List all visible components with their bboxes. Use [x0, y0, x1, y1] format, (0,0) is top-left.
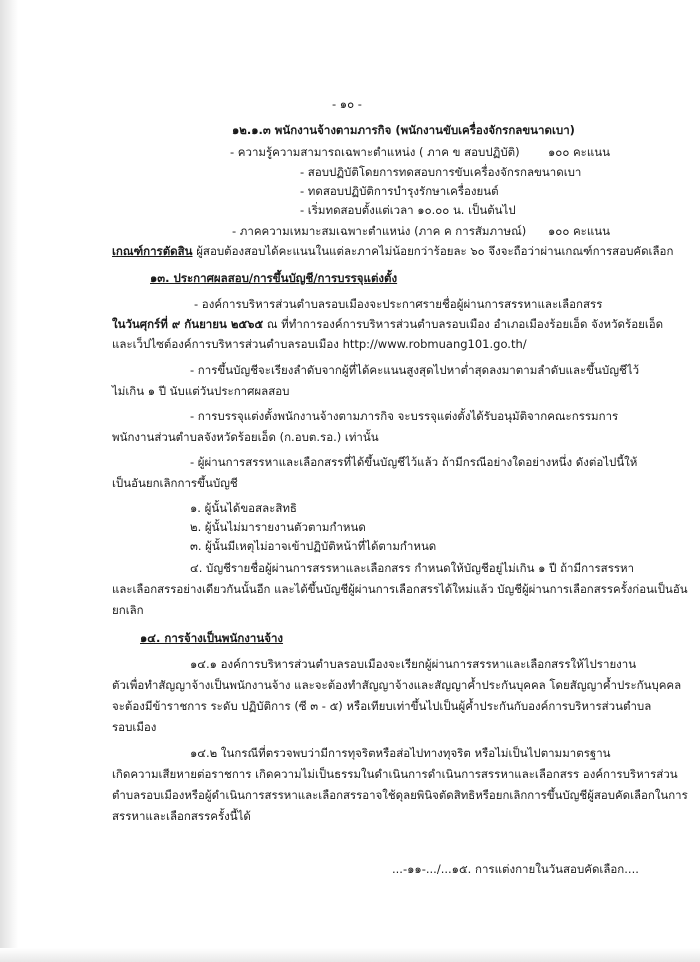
section-13-heading: ๑๓. ประกาศผลสอบ/การขึ้นบัญชี/การบรรจุแต่งตั้ง — [150, 271, 398, 285]
s13-p4-line2: เป็นอันยกเลิกการขึ้นบัญชี — [112, 476, 238, 490]
s13-p1-line1: - องค์การบริหารส่วนตำบลรอบเมืองจะประกาศรายชื่อผู้ผ่านการสรรหาและเลือกสรร — [194, 297, 603, 311]
part-b-score: ๑๐๐ คะแนน — [548, 145, 610, 159]
footer-continuation: ...-๑๑-.../...๑๕. การแต่งกายในวันสอบคัดเลือก.... — [392, 862, 639, 876]
part-b-item-3: - เริ่มทดสอบตั้งแต่เวลา ๑๐.๐๐ น. เป็นต้นไป — [300, 203, 516, 217]
announcement-place: ณ ที่ทำการองค์การบริหารส่วนตำบลรอบเมือง อำเภอเมืองร้อยเอ็ด จังหวัดร้อยเอ็ด — [263, 317, 664, 331]
s14-p1-line1: ๑๔.๑ องค์การบริหารส่วนตำบลรอบเมืองจะเรียกผู้ผ่านการสรรหาและเลือกสรรให้ไปรายงาน — [190, 657, 637, 671]
s13-p4-line1: - ผู้ผ่านการสรรหาและเลือกสรรที่ได้ขึ้นบัญชีไว้แล้ว ถ้ามีกรณีอย่างใดอย่างหนึ่ง ดังต่อไปนี้ให้ — [190, 455, 638, 469]
s13-p1-line2 — [112, 318, 663, 332]
s14-p2-line3: ตำบลรอบเมืองหรือผู้ดำเนินการสรรหาและเลือกสรรอาจใช้ดุลยพินิจตัดสิทธิหรือยกเลิกการขึ้นบัญชีผู้สอบคัดเลือกในการ — [112, 788, 688, 802]
part-c-score: ๑๐๐ คะแนน — [548, 224, 610, 238]
s13-p2-line2: ไม่เกิน ๑ ปี นับแต่วันประกาศผลสอบ — [112, 384, 290, 398]
announcement-date: ในวันศุกร์ที่ ๙ กันยายน ๒๕๖๕ — [112, 317, 264, 331]
cancel-reason-1: ๑. ผู้นั้นได้ขอสละสิทธิ — [190, 501, 297, 515]
scan-shadow-bottom — [0, 948, 700, 962]
part-c-label: - ภาคความเหมาะสมเฉพาะตำแหน่ง (ภาค ค การสัมภาษณ์) — [232, 224, 527, 238]
section-12-1-3-title: ๑๒.๑.๓ พนักงานจ้างตามภารกิจ (พนักงานขับเครื่องจักรกลขนาดเบา) — [232, 123, 575, 137]
scan-shadow-left — [0, 0, 18, 962]
s14-p1-line2: ตัวเพื่อทำสัญญาจ้างเป็นพนักงานจ้าง และจะต้องทำสัญญาจ้างและสัญญาค้ำประกันบุคคล โดยสัญญาค้ำประกันบุคคล — [112, 678, 682, 692]
s14-p2-line4: สรรหาและเลือกสรรครั้งนี้ได้ — [112, 809, 251, 823]
cancel-reason-4-line2: และเลือกสรรอย่างเดียวกันนั้นอีก และได้ขึ้นบัญชีผู้ผ่านการเลือกสรรได้ใหม่แล้ว บัญชีผู้ผ่านการเลือกสรรครั้งก่อนเป็นอัน — [112, 582, 688, 596]
criteria-label: เกณฑ์การตัดสิน — [112, 244, 193, 258]
cancel-reason-2: ๒. ผู้นั้นไม่มารายงานตัวตามกำหนด — [190, 520, 366, 534]
part-b-label: - ความรู้ความสามารถเฉพาะตำแหน่ง ( ภาค ข สอบปฏิบัติ) — [230, 145, 520, 159]
part-b-item-1: - สอบปฏิบัติโดยการทดสอบการขับเครื่องจักรกลขนาดเบา — [300, 165, 582, 179]
s13-p3-line1: - การบรรจุแต่งตั้งพนักงานจ้างตามภารกิจ จะบรรจุแต่งตั้งได้รับอนุมัติจากคณะกรรมการ — [190, 409, 619, 423]
cancel-reason-4-line3: ยกเลิก — [112, 603, 144, 617]
page-number: - ๑๐ - — [332, 97, 362, 111]
criteria-text: ผู้สอบต้องสอบได้คะแนนในแต่ละภาคไม่น้อยกว่าร้อยละ ๖๐ จึงจะถือว่าผ่านเกณฑ์การสอบคัดเลือก — [196, 244, 674, 258]
criteria-line — [112, 245, 673, 259]
s14-p1-line3: จะต้องมีข้าราชการ ระดับ ปฏิบัติการ (ซี ๓ - ๕) หรือเทียบเท่าขึ้นไปเป็นผู้ค้ำประกันกับองค์การบริหารส่วนตำบล — [112, 699, 652, 713]
s14-p1-line4: รอบเมือง — [112, 720, 157, 734]
s13-p1-line3: และเว็ปไซต์องค์การบริหารส่วนตำบลรอบเมือง http://www.robmuang101.go.th/ — [112, 337, 527, 351]
cancel-reason-3: ๓. ผู้นั้นมีเหตุไม่อาจเข้าปฏิบัติหน้าที่ได้ตามกำหนด — [190, 539, 437, 553]
cancel-reason-4-line1: ๔. บัญชีรายชื่อผู้ผ่านการสรรหาและเลือกสรร กำหนดให้บัญชีอยู่ไม่เกิน ๑ ปี ถ้ามีการสรรหา — [190, 561, 635, 575]
section-14-heading: ๑๔. การจ้างเป็นพนักงานจ้าง — [140, 631, 284, 645]
s13-p3-line2: พนักงานส่วนตำบลจังหวัดร้อยเอ็ด (ก.อบต.รอ.) เท่านั้น — [112, 430, 379, 444]
s14-p2-line1: ๑๔.๒ ในกรณีที่ตรวจพบว่ามีการทุจริตหรือส่อไปทางทุจริต หรือไม่เป็นไปตามมาตรฐาน — [190, 746, 611, 760]
part-b-item-2: - ทดสอบปฏิบัติการบำรุงรักษาเครื่องยนต์ — [300, 184, 499, 198]
s13-p2-line1: - การขึ้นบัญชีจะเรียงลำดับจากผู้ที่ได้คะแนนสูงสุดไปหาต่ำสุดลงมาตามลำดับและขึ้นบัญชีไว้ — [190, 363, 640, 377]
s14-p2-line2: เกิดความเสียหายต่อราชการ เกิดความไม่เป็นธรรมในดำเนินการดำเนินการสรรหาและเลือกสรร องค์การบริหารส่วน — [112, 767, 678, 781]
